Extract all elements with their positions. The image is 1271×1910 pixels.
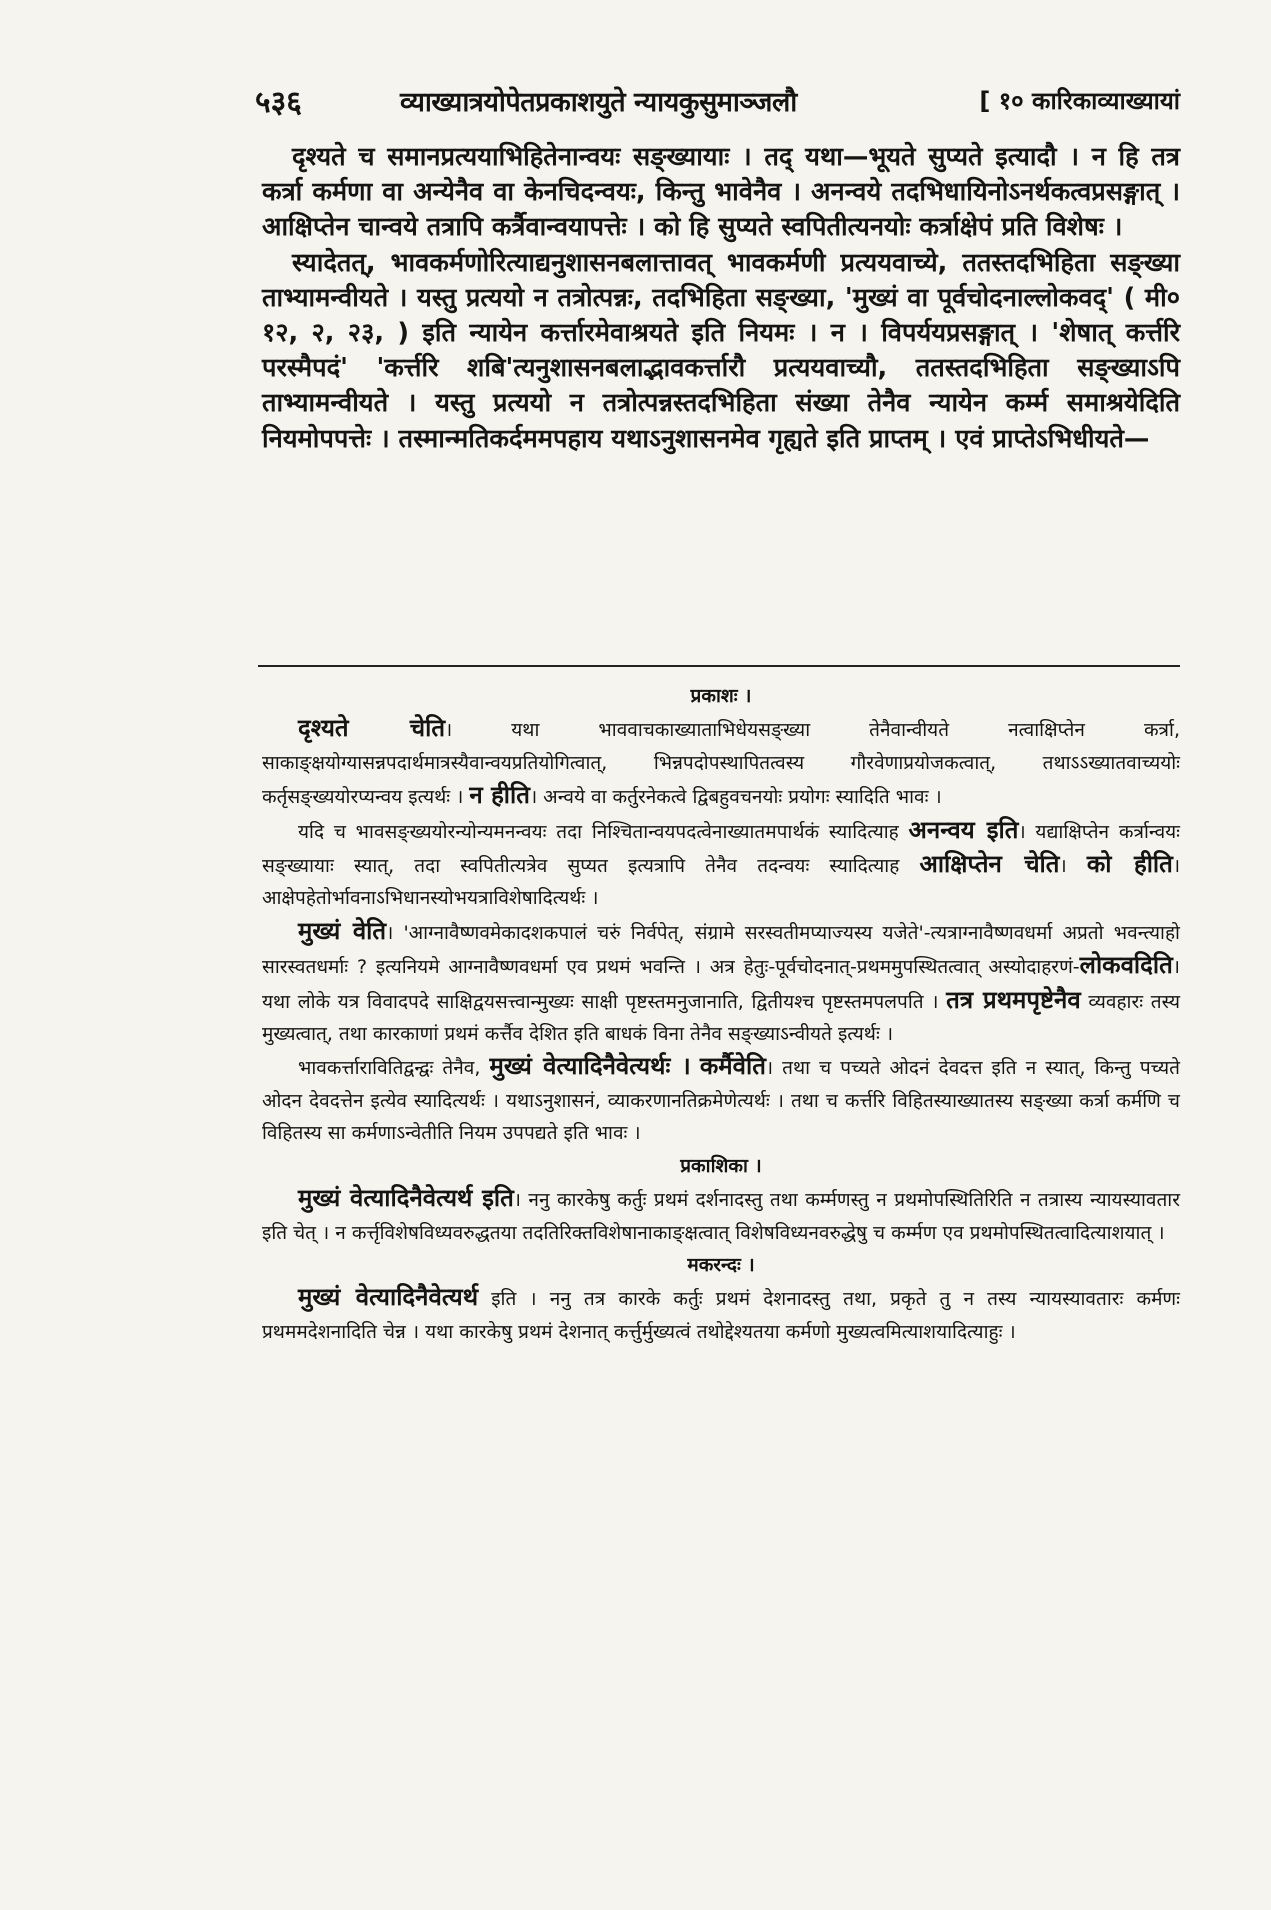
page-number: ५३६ xyxy=(255,85,302,120)
commentary-text: । तथा च पच्यते ओदनं देवदत्त इति न स्यात्, किन्तु पच्यते ओदन देवदत्तेन इत्येव स्यादित्यर्थः । यथाऽनुशासनं, व्याकरणानतिक्रमेणेत्यर्थः । तथा च कर्त्तरि विहितस्याख्यातस्य सङ्ख्या कर्त्रा कर्मणि च विहितस्य सा कर्मणाऽन्वेतीति नियम उपपद्यते इति भावः । xyxy=(262,1057,1181,1145)
lemma: आक्षिप्तेन चेति xyxy=(919,850,1060,879)
commentary-paragraph xyxy=(262,712,1180,813)
commentary-text: यदि च भावसङ्ख्ययोरन्योन्यमनन्वयः तदा निश्चितान्वयपदत्वेनाख्यातमपार्थकं स्यादित्याह xyxy=(298,820,899,843)
makaranda-heading: मकरन्दः । xyxy=(687,1253,755,1276)
commentary-text: भावकर्त्तारावितिद्वन्द्वः तेनैव, xyxy=(298,1057,481,1080)
commentary-paragraph xyxy=(262,814,1180,915)
lemma: न हीति xyxy=(469,781,530,810)
prakashika-heading: प्रकाशिका । xyxy=(680,1154,762,1177)
commentary-paragraph xyxy=(262,915,1180,1051)
lemma: कर्मैवेति xyxy=(699,1052,766,1081)
commentary-text: इति । ननु तत्र कारके कर्तुः प्रथमं देशनादस्तु तथा, प्रकृते तु न तस्य न्यायस्यावतारः कर्मणः प्रथममदेशनादिति चेन्न । यथा कारकेषु प्रथमं देशनात् कर्त्तुर्मुख्यत्वं तथोद्देश्यतया कर्मणो मुख्यत्वमित्याशयादित्याहुः । xyxy=(262,1288,1181,1343)
commentary-text: । 'आग्नावैष्णवमेकादशकपालं चरुं निर्वपेत्, संग्रामे सरस्वतीमप्याज्यस्य यजेते'-त्यत्राग्नावैष्णवधर्मा अप्रतो भवन्त्याहो सारस्वतधर्माः ? इत्यनियमे आग्नावैष्णवधर्मा एव प्रथमं भवन्ति । अत्र हेतुः-पूर्वचोदनात्-प्रथममुपस्थितत्वात् अस्योदाहरणं- xyxy=(262,921,1180,979)
lemma: को हीति xyxy=(1086,850,1173,879)
commentary-text: । ननु कारकेषु कर्तुः प्रथमं दर्शनादस्तु तथा कर्म्मणस्तु न प्रथमोपस्थितिरिति न तत्रास्य न्यायस्यावतार इति चेत् । न कर्त्तृविशेषविध्यवरुद्धतया तदतिरिक्तविशेषानाकाङ्क्षत्वात् विशेषविध्यनवरुद्धेषु च कर्म्मण एव प्रथमोपस्थितत्वादित्याशयात् । xyxy=(262,1189,1180,1244)
commentary-text: । आक्षेपहेतोर्भावनाऽभिधानस्योभयत्राविशेषादित्यर्थः । xyxy=(262,855,1181,910)
lemma: मुख्यं वेति xyxy=(298,916,387,945)
commentary-text: । यथा भाववाचकाख्याताभिधेयसङ्ख्या तेनैवान्वीयते नत्वाक्षिप्तेन कर्त्रा, साकाङ्क्षयोग्यासन्नपदार्थमात्रस्यैवान्वयप्रतियोगित्वात्, भिन्नपदोपस्थापितत्वस्य गौरवेणाप्रयोजकत्वात्, तथाऽऽख्यातवाच्ययोः कर्तृसङ्ख्ययोरप्यन्वय इत्यर्थः । xyxy=(262,719,1180,809)
lemma: दृश्यते चेति xyxy=(298,714,446,743)
running-title: व्याख्यात्रयोपेतप्रकाशयुते न्यायकुसुमाञ्जलौ xyxy=(400,87,797,118)
lemma: मुख्यं वेत्यादिनैवेत्यर्थ इति xyxy=(298,1184,514,1213)
commentary-text: । अन्वये वा कर्तुरनेकत्वे द्विबहुवचनयोः प्रयोगः स्यादिति भावः । xyxy=(529,786,942,809)
commentary-text: । यथा लोके यत्र विवादपदे साक्षिद्वयसत्त्वान्मुख्यः साक्षी पृष्टस्तमनुजानाति, द्वितीयश्च पृष्टस्तमपलपति । xyxy=(262,956,1180,1013)
commentary-text: व्यवहारः तस्य मुख्यत्वात्, तथा कारकाणां प्रथमं कर्त्तैव देशित इति बाधकं विना तेनैव सङ्ख्याऽन्वीयते इत्यर्थः । xyxy=(262,990,1180,1046)
main-paragraph: दृश्यते च समानप्रत्ययाभिहितेनान्वयः सङ्ख्यायाः । तद् यथा—भूयते सुप्यते इत्यादौ । न हि तत्र कर्त्रा कर्मणा वा अन्येनैव वा केनचिदन्वयः, किन्तु भावेनैव । अनन्वये तदभिधायिनोऽनर्थकत्वप्रसङ्गात् । आक्षिप्तेन चान्वये तत्रापि कर्त्रैवान्वयापत्तेः । को हि सुप्यते स्वपितीत्यनयोः कर्त्राक्षेपं प्रति विशेषः । xyxy=(262,142,1180,243)
lemma: अनन्वय इति xyxy=(908,815,1019,844)
lemma: तत्र प्रथमपृष्टेनैव xyxy=(946,985,1081,1014)
lemma: मुख्यं वेत्यादिनैवेत्यर्थः । xyxy=(489,1052,691,1081)
lemma: लोकवदिति xyxy=(1079,951,1173,980)
main-text xyxy=(262,140,1180,457)
commentary-paragraph xyxy=(262,1281,1180,1348)
lemma: मुख्यं वेत्यादिनैवेत्यर्थ xyxy=(298,1283,479,1312)
main-paragraph: स्यादेतत्, भावकर्मणोरित्याद्यनुशासनबलात्तावत् भावकर्मणी प्रत्ययवाच्ये, ततस्तदभिहिता सङ्ख्या ताभ्यामन्वीयते । यस्तु प्रत्ययो न तत्रोत्पन्नः, तदभिहिता सङ्ख्या, 'मुख्यं वा पूर्वचोदनाल्लोकवद्' ( मी० १२, २, २३, ) इति न्यायेन कर्त्तारमेवाश्रयते इति नियमः । न । विपर्ययप्रसङ्गात् । 'शेषात् कर्त्तरि परस्मैपदं' 'कर्त्तरि शबि'त्यनुशासनबलाद्भावकर्त्तारौ प्रत्ययवाच्यौ, ततस्तदभिहिता सङ्ख्याऽपि ताभ्यामन्वीयते । यस्तु प्रत्ययो न तत्रोत्पन्नस्तदभिहिता संख्या तेनैव न्यायेन कर्म्म समाश्रयेदिति नियमोपपत्तेः । तस्मान्मतिकर्दममपहाय यथाऽनुशासनमेव गृह्यते इति प्राप्तम् । एवं प्राप्तेऽभिधीयते— xyxy=(262,247,1180,454)
section-reference: [ १० कारिकाव्याख्यायां xyxy=(979,87,1180,115)
page-header xyxy=(255,74,1180,122)
commentary-paragraph xyxy=(262,1050,1180,1149)
commentary-text: । यद्याक्षिप्तेन कर्त्रान्वयः सङ्ख्यायाः स्यात्, तदा स्वपितीत्यत्रेव सुप्यत इत्यत्रापि तेनैव तदन्वयः स्यादित्याह xyxy=(262,820,1180,878)
prakasha-heading: प्रकाशः । xyxy=(690,685,752,707)
divider-rule xyxy=(258,665,1180,667)
commentary xyxy=(262,680,1180,1348)
commentary-text: । xyxy=(1059,855,1067,878)
commentary-paragraph xyxy=(262,1182,1180,1249)
